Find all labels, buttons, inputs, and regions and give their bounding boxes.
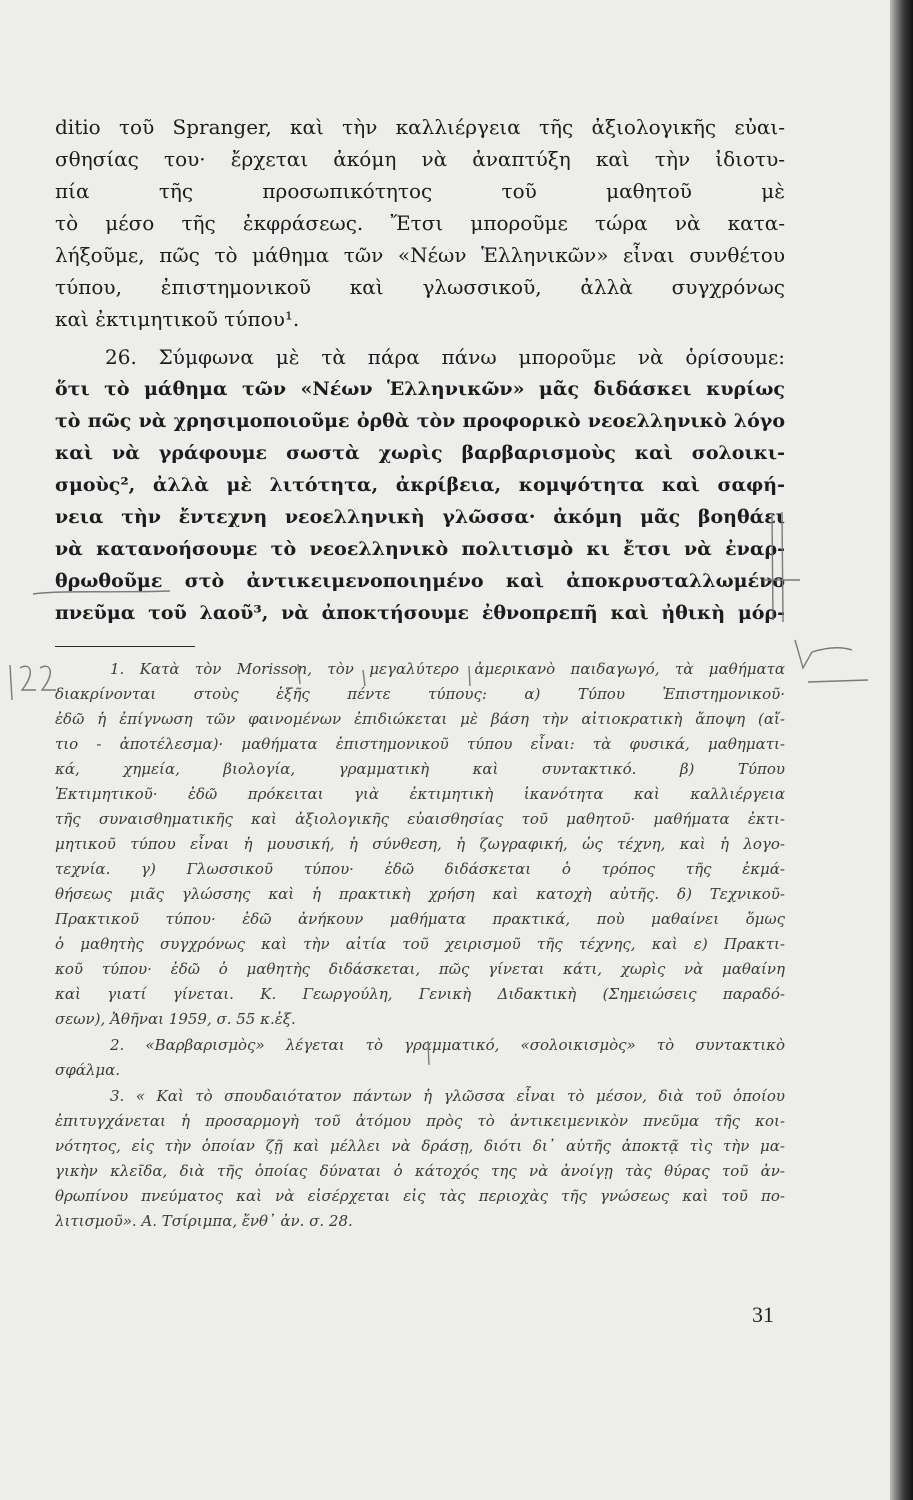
- underline-mark: [33, 591, 170, 594]
- bold-line: πνεῦμα τοῦ λαοῦ³, νὰ ἀποκτήσουμε ἐθνοπρεπῆ καὶ ἠθικὴ μόρ-: [55, 602, 785, 624]
- footnote-1-line: τιο - ἀποτέλεσμα)· μαθήματα ἐπιστημονικοῦ τύπου εἶναι: τὰ φυσικά, μαθηματι-: [55, 735, 785, 753]
- footnote-1-line: Ἐκτιμητικοῦ· ἐδῶ πρόκειται γιὰ ἐκτιμητικὴ ἱκανότητα καὶ καλλιέργεια: [55, 785, 785, 803]
- footnote-1-line: κοῦ τύπου· ἐδῶ ὁ μαθητὴς διδάσκεται, πῶς γίνεται κάτι, χωρὶς νὰ μαθαίνη: [55, 960, 785, 978]
- text-line: ditio τοῦ Spranger, καὶ τὴν καλλιέργεια τῆς ἀξιολογικῆς εὐαι-: [55, 115, 785, 139]
- bold-line: σμοὺς², ἀλλὰ μὲ λιτότητα, ἀκρίβεια, κομψότητα καὶ σαφή-: [55, 474, 785, 496]
- footnote-1-line: μητικοῦ τύπου εἶναι ἡ μουσική, ἡ σύνθεση, ἡ ζωγραφική, ὡς τέχνη, καὶ ἡ λογο-: [55, 835, 785, 853]
- text-line: καὶ ἐκτιμητικοῦ τύπου¹.: [55, 307, 300, 331]
- footnote-box-mark: [363, 670, 365, 686]
- footnote-1-line: τεχνία. γ) Γλωσσικοῦ τύπου· ἐδῶ διδάσκεται ὁ τρόπος τῆς ἐκμά-: [55, 860, 785, 878]
- text-line: λήξοῦμε, πῶς τὸ μάθημα τῶν «Νέων Ἑλληνικῶν» εἶναι συνθέτου: [55, 243, 785, 267]
- book-edge: [890, 0, 913, 1500]
- footnote-1-line: σεων), Ἀθῆναι 1959, σ. 55 κ.ἑξ.: [55, 1010, 296, 1028]
- footnote-1-line: κά, χημεία, βιολογία, γραμματικὴ καὶ συντακτικό. β) Τύπου: [55, 760, 785, 778]
- footnote-1-line: Πρακτικοῦ τύπου· ἐδῶ ἀνήκουν μαθήματα πρακτικά, ποὺ μαθαίνει ὅμως: [55, 910, 785, 928]
- footnote-box-mark: [469, 666, 470, 686]
- footnote-2-line: σφάλμα.: [55, 1061, 121, 1079]
- margin-check-mark: [795, 640, 812, 668]
- paragraph-26-intro: 26. Σύμφωνα μὲ τὰ πάρα πάνω μποροῦμε νὰ ὁρίσουμε:: [105, 345, 785, 369]
- bold-line: ὅτι τὸ μάθημα τῶν «Νέων Ἑλληνικῶν» μᾶς διδάσκει κυρίως: [55, 378, 785, 400]
- footnote-3-line: γικὴν κλεῖδα, διὰ τῆς ὁποίας δύναται ὁ κάτοχός της νὰ ἀνοίγῃ τὰς θύρας τοῦ ἀν-: [55, 1162, 785, 1180]
- margin-stroke: [812, 648, 852, 652]
- margin-note-stroke: [40, 666, 56, 690]
- footnote-1-line: τῆς συναισθηματικῆς καὶ ἀξιολογικῆς εὐαισθησίας τοῦ μαθητοῦ· μαθήματα ἐκτι-: [55, 810, 785, 828]
- page-number: 31: [752, 1302, 774, 1327]
- bold-line: νὰ κατανοήσουμε τὸ νεοελληνικὸ πολιτισμὸ κι ἔτσι νὰ ἐναρ-: [55, 538, 785, 560]
- footnote-1-line: 1. Κατὰ τὸν Morisson, τὸν μεγαλύτερο ἀμερικανὸ παιδαγωγό, τὰ μαθήματα: [110, 660, 785, 678]
- footnote-3-line: 3. « Καὶ τὸ σπουδαιότατον πάντων ἡ γλῶσσα εἶναι τὸ μέσον, διὰ τοῦ ὁποίου: [110, 1087, 785, 1105]
- text-line: τύπου, ἐπιστημονικοῦ καὶ γλωσσικοῦ, ἀλλὰ συγχρόνως: [55, 275, 785, 299]
- footnote-3-line: θρωπίνου πνεύματος καὶ νὰ εἰσέρχεται εἰς τὰς περιοχὰς τῆς γνώσεως καὶ τοῦ πο-: [55, 1187, 785, 1205]
- margin-line: [782, 512, 783, 622]
- margin-stroke: [808, 680, 868, 682]
- footnote-1-line: θήσεως μιᾶς γλώσσης καὶ ἡ πρακτικὴ χρήση καὶ κατοχὴ αὐτῆς. δ) Τεχνικοῦ-: [55, 885, 785, 903]
- footnote-box-mark: [298, 664, 300, 684]
- margin-note-stroke: [20, 666, 36, 690]
- bold-line: νεια τὴν ἔντεχνη νεοελληνικὴ γλῶσσα· ἀκόμη μᾶς βοηθάει: [55, 506, 785, 528]
- footnote-2-line: 2. «Βαρβαρισμὸς» λέγεται τὸ γραμματικό, «σολοικισμὸς» τὸ συντακτικὸ: [110, 1036, 785, 1054]
- footnote-1-line: ἐδῶ ἡ ἐπίγνωση τῶν φαινομένων ἐπιδιώκεται μὲ βάση τὴν αἰτιοκρατικὴ ἄποψη (αἴ-: [55, 710, 785, 728]
- footnote-box-mark: [428, 1041, 429, 1065]
- text-line: πία τῆς προσωπικότητος τοῦ μαθητοῦ μὲ: [55, 179, 785, 203]
- footnote-3-line: λιτισμοῦ». Α. Τσίριμπα, ἔνθ᾽ ἀν. σ. 28.: [55, 1212, 353, 1230]
- text-line: τὸ μέσο τῆς ἐκφράσεως. Ἔτσι μποροῦμε τώρα νὰ κατα-: [55, 211, 785, 235]
- footnote-1-line: καὶ γιατί γίνεται. Κ. Γεωργούλη, Γενικὴ Διδακτικὴ (Σημειώσεις παραδό-: [55, 985, 785, 1003]
- footnote-1-line: ὁ μαθητὴς συγχρόνως καὶ τὴν αἰτία τοῦ χειρισμοῦ τῆς τέχνης, καὶ ε) Πρακτι-: [55, 935, 785, 953]
- margin-note-stroke: [10, 665, 12, 700]
- bold-line: καὶ νὰ γράφουμε σωστὰ χωρὶς βαρβαρισμοὺς καὶ σολοικι-: [55, 442, 785, 464]
- margin-line: [772, 515, 773, 620]
- bold-line: θρωθοῦμε στὸ ἀντικειμενοποιημένο καὶ ἀποκρυσταλλωμένο: [55, 570, 785, 592]
- footnote-1-line: διακρίνονται στοὺς ἑξῆς πέντε τύπους: α) Τύπου Ἐπιστημονικοῦ·: [55, 685, 785, 703]
- footnote-3-line: ἐπιτυγχάνεται ἡ προσαρμογὴ τοῦ ἀτόμου πρὸς τὸ ἀντικειμενικὸν πνεῦμα τῆς κοι-: [55, 1112, 785, 1130]
- bold-line: τὸ πῶς νὰ χρησιμοποιοῦμε ὀρθὰ τὸν προφορικὸ νεοελληνικὸ λόγο: [55, 410, 785, 432]
- footnote-3-line: νότητος, εἰς τὴν ὁποίαν ζῇ καὶ μέλλει νὰ δράσῃ, διότι δι᾽ αὐτῆς ἀποκτᾷ τὶς τὴν μα-: [55, 1137, 785, 1155]
- text-line: σθησίας του· ἔρχεται ἀκόμη νὰ ἀναπτύξη καὶ τὴν ἰδιοτυ-: [55, 147, 785, 171]
